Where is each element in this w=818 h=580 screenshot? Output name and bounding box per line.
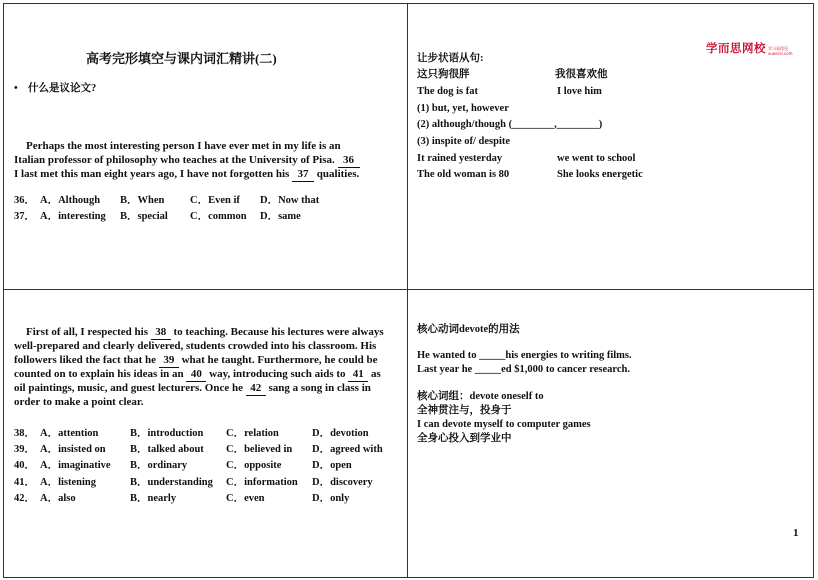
blank-41: 41 bbox=[348, 367, 368, 382]
passage-line-2: well-prepared and clearly delivered, students crowded into his classroom. His bbox=[14, 340, 377, 352]
option-a: A．listening bbox=[40, 477, 97, 488]
passage-line-3-text: I last met this man eight years ago, I have not forgotten his bbox=[14, 168, 290, 180]
option-b: B．talked about bbox=[130, 444, 204, 455]
example-sentence: I can devote myself to computer games bbox=[417, 419, 591, 430]
option-b: B．When bbox=[120, 195, 165, 206]
conjunction-item-3: (3) inspite of/ despite bbox=[417, 136, 511, 147]
option-b: B．nearly bbox=[130, 493, 177, 504]
slide-title: 高考完形填空与课内词汇精讲(二) bbox=[86, 51, 277, 66]
question-num: 36． bbox=[14, 195, 35, 206]
logo-tagline: 学习看得见 bbox=[768, 46, 788, 51]
text: as bbox=[371, 368, 381, 380]
option-c: C．even bbox=[226, 493, 265, 504]
sentence-1: He wanted to _____his energies to writing films. bbox=[417, 350, 632, 361]
slide-4 bbox=[408, 290, 814, 578]
example-3-left: The old woman is 80 bbox=[417, 169, 510, 180]
blank-38: 38 bbox=[151, 325, 171, 340]
example-2-left: It rained yesterday bbox=[417, 153, 503, 164]
slide-1 bbox=[3, 3, 408, 290]
logo-domain: xueersi.com bbox=[768, 51, 793, 56]
option-a: A．imaginative bbox=[40, 460, 111, 471]
blank-36: 36 bbox=[338, 153, 360, 168]
passage-line-5 bbox=[14, 381, 371, 396]
question-num: 40． bbox=[14, 460, 35, 471]
passage-line-6: order to make a point clear. bbox=[14, 396, 144, 408]
text: oil paintings, music, and guest lecturers. Once he bbox=[14, 382, 243, 394]
option-d: D．only bbox=[312, 493, 350, 504]
xueersi-logo bbox=[706, 40, 792, 56]
option-a: A．Although bbox=[40, 195, 101, 206]
question-num: 39． bbox=[14, 444, 35, 455]
passage-line-2 bbox=[14, 153, 360, 168]
option-c: C．information bbox=[226, 477, 298, 488]
chinese-example-left: 这只狗很胖 bbox=[417, 69, 470, 80]
option-c: C．common bbox=[190, 211, 247, 222]
option-c: C．opposite bbox=[226, 460, 282, 471]
passage-line-2-text: Italian professor of philosophy who teaches at the University of Pisa. bbox=[14, 154, 335, 166]
option-a: A．insisted on bbox=[40, 444, 106, 455]
option-a: A．attention bbox=[40, 428, 99, 439]
slide-3 bbox=[3, 290, 408, 578]
option-d: D．discovery bbox=[312, 477, 373, 488]
example-3-right: She looks energetic bbox=[557, 169, 643, 180]
logo-text: 学而思网校 bbox=[706, 41, 766, 55]
question-num: 42． bbox=[14, 493, 35, 504]
question-num: 38． bbox=[14, 428, 35, 439]
passage-line-1: Perhaps the most interesting person I have ever met in my life is an bbox=[26, 140, 341, 152]
example-1-right: I love him bbox=[557, 86, 602, 97]
blank-37: 37 bbox=[292, 167, 314, 182]
question-num: 41． bbox=[14, 477, 35, 488]
blank-39: 39 bbox=[159, 353, 179, 368]
option-c: C．relation bbox=[226, 428, 279, 439]
text: First of all, I respected his bbox=[26, 326, 149, 338]
option-b: B．special bbox=[120, 211, 168, 222]
option-b: B．ordinary bbox=[130, 460, 188, 471]
option-b: B．understanding bbox=[130, 477, 213, 488]
option-c: C．Even if bbox=[190, 195, 240, 206]
option-d: D．Now that bbox=[260, 195, 320, 206]
blank-42: 42 bbox=[246, 381, 266, 396]
passage-line-3 bbox=[14, 167, 359, 182]
passage-line-3-end: qualities. bbox=[316, 168, 360, 180]
option-a: A．also bbox=[40, 493, 76, 504]
example-2-right: we went to school bbox=[557, 153, 636, 164]
text: followers liked the fact that he bbox=[14, 354, 157, 366]
option-b: B．introduction bbox=[130, 428, 204, 439]
chinese-example-right: 我很喜欢他 bbox=[555, 69, 608, 80]
question-num: 37． bbox=[14, 211, 35, 222]
core-phrase-meaning: 全神贯注与，投身于 bbox=[417, 405, 512, 416]
bullet-marker: • bbox=[14, 83, 18, 94]
text: to teaching. Because his lectures were always bbox=[173, 326, 384, 338]
slide-2 bbox=[408, 3, 814, 290]
passage-line-1 bbox=[26, 325, 384, 340]
bullet-question: 什么是议论文? bbox=[28, 83, 97, 94]
option-d: D．devotion bbox=[312, 428, 369, 439]
page-number: 1 bbox=[793, 527, 799, 539]
conjunction-item-1: (1) but, yet, however bbox=[417, 103, 509, 114]
logo-subtext bbox=[768, 46, 792, 56]
text: what he taught. Furthermore, he could be bbox=[181, 354, 378, 366]
conjunction-item-2: (2) although/though (________,________) bbox=[417, 119, 603, 130]
passage-line-3 bbox=[14, 353, 378, 368]
passage-line-4 bbox=[14, 367, 381, 382]
option-d: D．same bbox=[260, 211, 301, 222]
example-translation: 全身心投入到学业中 bbox=[417, 433, 512, 444]
blank-40: 40 bbox=[186, 367, 206, 382]
sentence-2: Last year he _____ed $1,000 to cancer research. bbox=[417, 364, 630, 375]
text: sang a song in class in bbox=[268, 382, 371, 394]
text: counted on to explain his ideas in an bbox=[14, 368, 184, 380]
core-phrase: 核心词组：devote oneself to bbox=[417, 391, 544, 402]
section-heading: 核心动词devote的用法 bbox=[417, 324, 520, 335]
option-d: D．agreed with bbox=[312, 444, 383, 455]
text: way, introducing such aids to bbox=[209, 368, 346, 380]
section-heading: 让步状语从句: bbox=[417, 53, 484, 64]
example-1-left: The dog is fat bbox=[417, 86, 478, 97]
option-c: C．believed in bbox=[226, 444, 293, 455]
option-d: D．open bbox=[312, 460, 352, 471]
option-a: A．interesting bbox=[40, 211, 106, 222]
